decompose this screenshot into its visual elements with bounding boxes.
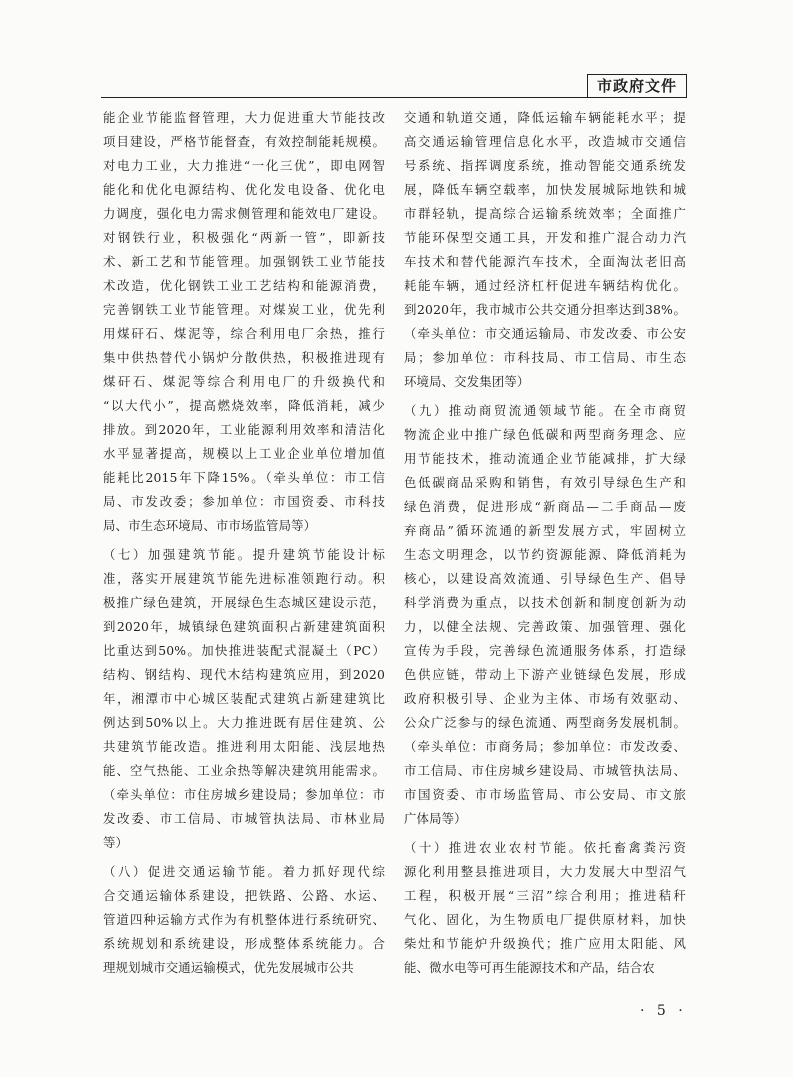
text-line: 能、微水电等可再生能源技术和产品，结合农 — [404, 960, 655, 975]
text-line: 准，落实开展建筑节能先进标准领跑行动。积 — [103, 571, 385, 586]
text-line: 比重达到50%。加快推进装配式混凝土（PC） — [103, 643, 385, 658]
text-line: 能、空气热能、工业余热等解决建筑用能需求。 — [103, 763, 385, 778]
text-line: 展，降低车辆空载率，加快发展城际地铁和城 — [404, 182, 686, 197]
text-line: 到2020年，我市城市公共交通分担率达到38%。 — [404, 302, 686, 317]
text-line: 用煤矸石、煤泥等，综合利用电厂余热，推行 — [103, 326, 385, 341]
text-line: 耗能车辆，通过经济杠杆促进车辆结构优化。 — [404, 278, 686, 293]
text-line: 宣传为手段，完善绿色流通服务体系，打造绿 — [404, 643, 686, 658]
text-line: 例达到50%以上。大力推进既有居住建筑、公 — [103, 715, 385, 730]
text-line: 生态文明理念，以节约资源能源、降低消耗为 — [404, 547, 686, 562]
text-line: 项目建设，严格节能督查，有效控制能耗规模。 — [103, 134, 385, 149]
text-line: 柴灶和节能炉升级换代；推广应用太阳能、风 — [404, 936, 686, 951]
text-line: 号系统、指挥调度系统，推动智能交通系统发 — [404, 158, 686, 173]
text-line: 发改委、市工信局、市城管执法局、市林业局 — [103, 811, 385, 826]
paragraph — [103, 543, 385, 855]
left-column — [103, 106, 385, 985]
text-line: （十）推进农业农村节能。依托畜禽粪污资 — [404, 840, 686, 855]
text-line: 广体局等） — [404, 811, 467, 826]
text-line: 用节能技术，推动流通企业节能减排，扩大绿 — [404, 451, 686, 466]
text-line: 气化、固化，为生物质电厂提供原材料，加快 — [404, 912, 686, 927]
text-line: 局、市发改委；参加单位：市国资委、市科技 — [103, 494, 385, 509]
text-line: （七）加强建筑节能。提升建筑节能设计标 — [103, 547, 385, 562]
text-line: （八）促进交通运输节能。着力抓好现代综 — [103, 864, 385, 879]
text-line: （牵头单位：市交通运输局、市发改委、市公安 — [404, 326, 686, 341]
text-line: 源化利用整县推进项目，大力发展大中型沼气 — [404, 864, 686, 879]
section-tag: 市政府文件 — [587, 74, 687, 97]
text-line: 极推广绿色建筑，开展绿色生态城区建设示范， — [103, 595, 385, 610]
text-line: 集中供热替代小锅炉分散供热，积极推进现有 — [103, 350, 385, 365]
text-line: 政府积极引导、企业为主体、市场有效驱动、 — [404, 691, 686, 706]
text-line: “以大代小”，提高燃烧效率，降低消耗，减少 — [103, 398, 385, 413]
text-line: 到2020年，城镇绿色建筑面积占新建建筑面积 — [103, 619, 385, 634]
text-line: 核心，以建设高效流通、引导绿色生产、倡导 — [404, 571, 686, 586]
text-line: 环境局、交发集团等） — [404, 374, 530, 389]
paragraph — [404, 106, 686, 394]
text-line: 年，湘潭市中心城区装配式建筑占新建建筑比 — [103, 691, 385, 706]
text-line: 力，以健全法规、完善政策、加强管理、强化 — [404, 619, 686, 634]
text-line: 市国资委、市市场监管局、市公安局、市文旅 — [404, 787, 686, 802]
text-line: （九）推动商贸流通领域节能。在全市商贸 — [404, 403, 686, 418]
text-line: 术改造，优化钢铁工业工艺结构和能源消费， — [103, 278, 385, 293]
text-line: 对钢铁行业，积极强化“两新一管”，即新技 — [103, 230, 385, 245]
text-line: 管道四种运输方式作为有机整体进行系统研究、 — [103, 912, 385, 927]
text-line: 公众广泛参与的绿色流通、两型商务发展机制。 — [404, 715, 686, 730]
text-line: 节能环保型交通工具，开发和推广混合动力汽 — [404, 230, 686, 245]
paragraph — [404, 836, 686, 980]
text-line: 等） — [103, 835, 129, 850]
text-line: 色供应链，带动上下游产业链绿色发展，形成 — [404, 667, 686, 682]
text-line: 能化和优化电源结构、优化发电设备、优化电 — [103, 182, 385, 197]
text-line: 弃商品”循环流通的新型发展方式，牢固树立 — [404, 523, 686, 538]
text-line: 交通和轨道交通，降低运输车辆能耗水平；提 — [404, 110, 686, 125]
text-line: 物流企业中推广绿色低碳和两型商务理念、应 — [404, 427, 686, 442]
text-line: 能企业节能监督管理，大力促进重大节能技改 — [103, 110, 385, 125]
paragraph — [103, 106, 385, 538]
text-line: 合交通运输体系建设，把铁路、公路、水运、 — [103, 888, 385, 903]
text-line: （牵头单位：市商务局；参加单位：市发改委、 — [404, 739, 686, 754]
text-line: 系统规划和系统建设，形成整体系统能力。合 — [103, 936, 385, 951]
text-line: 水平显著提高，规模以上工业企业单位增加值 — [103, 446, 385, 461]
text-line: 局；参加单位：市科技局、市工信局、市生态 — [404, 350, 686, 365]
right-column — [404, 106, 686, 985]
text-line: 车技术和替代能源汽车技术，全面淘汰老旧高 — [404, 254, 686, 269]
text-line: 排放。到2020年，工业能源利用效率和清洁化 — [103, 422, 385, 437]
text-line: 能耗比2015年下降15%。（牵头单位：市工信 — [103, 470, 385, 485]
text-line: 理规划城市交通运输模式，优先发展城市公共 — [103, 960, 354, 975]
header-rule — [101, 97, 687, 98]
page-number: · 5 · — [640, 1003, 687, 1019]
page-header — [101, 74, 687, 100]
text-line: （牵头单位：市住房城乡建设局；参加单位：市 — [103, 787, 385, 802]
text-line: 工程，积极开展“三沼”综合利用；推进秸秆 — [404, 888, 686, 903]
text-line: 完善钢铁工业节能管理。对煤炭工业，优先利 — [103, 302, 385, 317]
text-line: 术、新工艺和节能管理。加强钢铁工业节能技 — [103, 254, 385, 269]
text-line: 市工信局、市住房城乡建设局、市城管执法局、 — [404, 763, 686, 778]
text-line: 局、市生态环境局、市市场监管局等） — [103, 518, 317, 533]
text-line: 绿色消费，促进形成“新商品—二手商品—废 — [404, 499, 686, 514]
paragraph — [404, 399, 686, 831]
text-line: 对电力工业，大力推进“一化三优”，即电网智 — [103, 158, 385, 173]
paragraph — [103, 860, 385, 980]
text-line: 力调度，强化电力需求侧管理和能效电厂建设。 — [103, 206, 385, 221]
text-line: 市群轻轨，提高综合运输系统效率；全面推广 — [404, 206, 686, 221]
text-line: 高交通运输管理信息化水平，改造城市交通信 — [404, 134, 686, 149]
text-line: 共建筑节能改造。推进利用太阳能、浅层地热 — [103, 739, 385, 754]
text-line: 结构、钢结构、现代木结构建筑应用，到2020 — [103, 667, 385, 682]
text-line: 科学消费为重点，以技术创新和制度创新为动 — [404, 595, 686, 610]
text-line: 煤矸石、煤泥等综合利用电厂的升级换代和 — [103, 374, 385, 389]
text-line: 色低碳商品采购和销售，有效引导绿色生产和 — [404, 475, 686, 490]
